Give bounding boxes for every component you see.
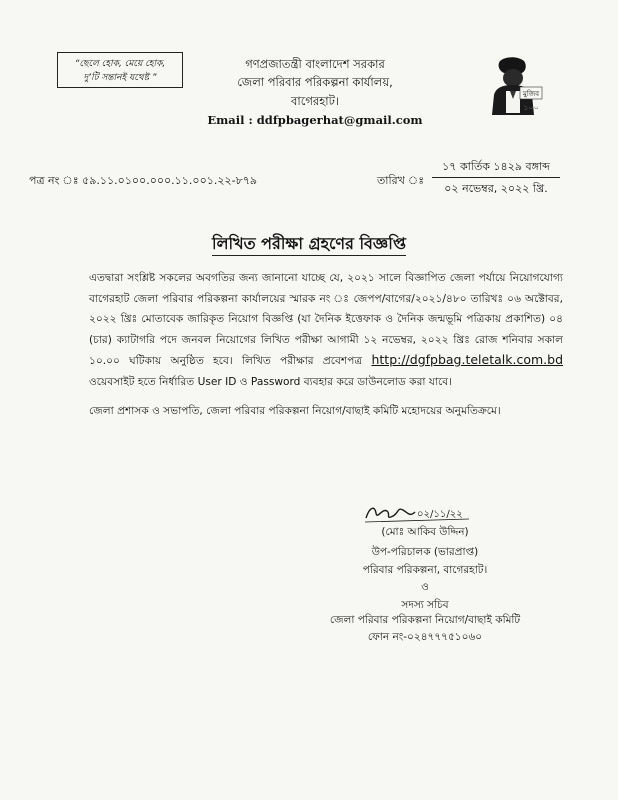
signatory-role: সদস্য সচিব bbox=[401, 599, 449, 611]
district-name: বাগেরহাট। bbox=[291, 94, 339, 108]
signatory-office: পরিবার পরিকল্পনা, বাগেরহাট। bbox=[362, 564, 488, 576]
approval-text: জেলা প্রশাসক ও সভাপতি, জেলা পরিবার পরিকল্পনা নিয়োগ/বাছাই কমিটি মহোদয়ের অনুমতিক্রমে। bbox=[89, 405, 501, 417]
body-text-before-url: এতদ্বারা সংশ্লিষ্ট সকলের অবগতির জন্য জানানো যাচ্ছে যে, ২০২১ সালে বিজ্ঞাপিত জেলা পর্যায়ে নিয়োগযোগ্য বাগেরহাট জেলা পরিবার পরিকল্পনা কার্যালয়ের স্মারক নং ঃ জেপপ/বাগের/২০২১/৪৮০ তারিখঃ ০৬ অক্টোবর, ২০২২ খ্রিঃ মোতাবেক জারিকৃত নিয়োগ বিজ্ঞপ্তি (যা দৈনিক ইত্তেফাক ও দৈনিক জন্মভূমি পত্রিকায় প্রকাশিত) ০৪ (চার) ক্যাটাগরি পদে জনবল নিয়োগের লিখিত পরীক্ষা আগামী ১২ নভেম্বর, ২০২২ খ্রিঃ রোজ শনিবার সকাল ১০.০০ ঘটিকায় অনুষ্ঠিত হবে। লিখিত পরীক্ষার প্রবেশপত্র bbox=[89, 272, 563, 367]
date-gregorian: ০২ নভেম্বর, ২০২২ খ্রি. bbox=[444, 182, 548, 195]
mujib-100-logo-icon bbox=[486, 55, 544, 117]
signature-date: ০২/১১/২২ bbox=[417, 509, 463, 520]
notice-body bbox=[89, 268, 563, 392]
slogan-line-1: “ছেলে হোক, মেয়ে হোক, bbox=[74, 59, 166, 69]
signatory-conjunction: ও bbox=[421, 581, 429, 593]
body-text-after-url: ওয়েবসাইট হতে নির্ধারিত User ID ও Password ব্যবহার করে ডাউনলোড করা যাবে। bbox=[89, 375, 452, 388]
date-box bbox=[432, 158, 560, 198]
signatory-designation: উপ-পরিচালক (ভারপ্রাপ্ত) bbox=[371, 546, 479, 558]
office-name: জেলা পরিবার পরিকল্পনা কার্যালয়, bbox=[237, 75, 393, 89]
date-label: তারিখ ঃ bbox=[377, 174, 425, 187]
slogan-line-2: দু’টি সন্তানই যথেষ্ট ” bbox=[83, 73, 157, 83]
date-bangla: ১৭ কার্তিক ১৪২৯ বঙ্গাব্দ bbox=[442, 160, 550, 173]
office-email: Email : ddfpbagerhat@gmail.com bbox=[207, 113, 423, 127]
government-name: গণপ্রজাতন্ত্রী বাংলাদেশ সরকার bbox=[245, 57, 385, 71]
signatory-name: (মোঃ আকিব উদ্দিন) bbox=[381, 526, 469, 538]
notice-title bbox=[0, 231, 618, 258]
date-divider bbox=[432, 177, 560, 178]
svg-text:মুজিব: মুজিব bbox=[522, 90, 540, 98]
signatory-phone: ফোন নং-০২৪৭৭৭৫১০৬০ bbox=[367, 631, 483, 643]
slogan-box bbox=[57, 52, 183, 88]
signatory-committee: জেলা পরিবার পরিকল্পনা নিয়োগ/বাছাই কমিটি bbox=[329, 614, 521, 626]
svg-text:১০০: ১০০ bbox=[523, 103, 539, 112]
memo-number: পত্র নং ঃ ৫৯.১১.০১০০.০০০.১১.০০১.২২-৮৭৯ bbox=[29, 174, 258, 187]
notice-title-text: লিখিত পরীক্ষা গ্রহণের বিজ্ঞপ্তি bbox=[212, 234, 406, 256]
admit-card-url-link[interactable]: http://dgfpbag.teletalk.com.bd bbox=[371, 352, 564, 367]
signature bbox=[363, 503, 491, 525]
